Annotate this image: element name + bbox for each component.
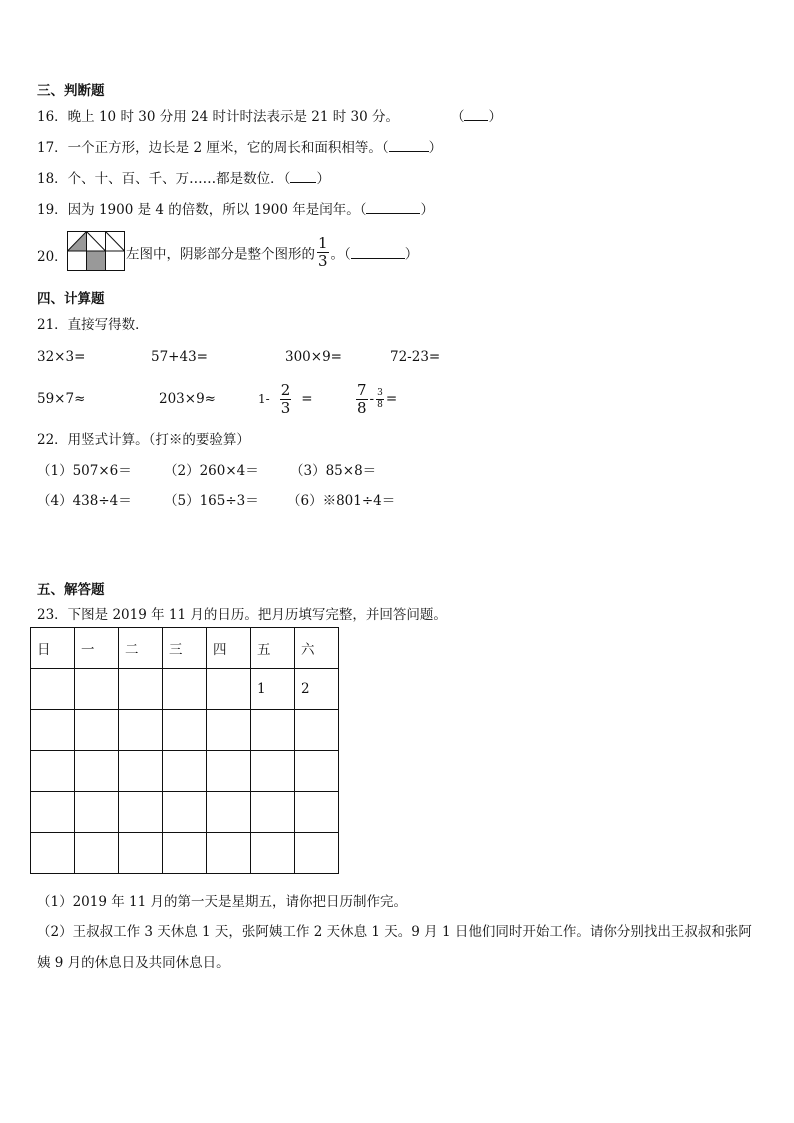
calendar-day-cell[interactable] bbox=[295, 792, 339, 833]
calc-item-fraction-1: 1- $\frac{2}{3}$ = bbox=[258, 380, 313, 417]
calc-item: 203×9≈ bbox=[159, 391, 216, 407]
calendar-day-cell[interactable] bbox=[31, 792, 75, 833]
calendar-day-cell[interactable] bbox=[119, 751, 163, 792]
shaded-figure bbox=[67, 231, 125, 271]
answer-blank-17[interactable] bbox=[389, 139, 429, 152]
calendar-header-cell: 六 bbox=[295, 628, 339, 669]
question-23-title: 23．下图是 2019 年 11 月的日历。把月历填写完整，并回答问题。 bbox=[37, 607, 447, 623]
calendar-day-cell[interactable] bbox=[31, 710, 75, 751]
question-22-title: 22．用竖式计算。（打※的要验算） bbox=[37, 432, 250, 448]
fraction-three-eighths: $\frac{3}{8}$ bbox=[377, 387, 383, 410]
calendar-header-row bbox=[31, 628, 339, 669]
calc-item: 59×7≈ bbox=[37, 391, 86, 407]
calendar-week-row bbox=[31, 751, 339, 792]
question-16: 16．晚上 10 时 30 分用 24 时计时法表示是 21 时 30 分。 （ ） bbox=[37, 109, 502, 125]
question-16-text: 16．晚上 10 时 30 分用 24 时计时法表示是 21 时 30 分。 bbox=[37, 109, 399, 125]
fraction-seven-eighths: $\frac{7}{8}$ bbox=[357, 380, 367, 417]
calendar-day-cell: 1 bbox=[251, 669, 295, 710]
vertical-calc-item: （2）260×4＝ bbox=[164, 463, 259, 479]
section-3-heading: 三、判断题 bbox=[37, 83, 105, 99]
question-18-text: 18．个、十、百、千、万……都是数位．（ bbox=[37, 171, 291, 187]
calc-item: 32×3= bbox=[37, 349, 86, 365]
calendar-day-cell: 2 bbox=[295, 669, 339, 710]
calendar-day-cell[interactable] bbox=[207, 710, 251, 751]
fraction-one-third: $\frac{1}{3}$ bbox=[318, 234, 328, 270]
calendar-header-cell: 五 bbox=[251, 628, 295, 669]
calendar-header-cell: 四 bbox=[207, 628, 251, 669]
calendar-header-cell: 三 bbox=[163, 628, 207, 669]
calendar-header-cell: 日 bbox=[31, 628, 75, 669]
question-19: 19．因为 1900 是 4 的倍数，所以 1900 年是闰年。（ ） bbox=[37, 202, 434, 218]
calendar-day-cell[interactable] bbox=[163, 833, 207, 874]
calendar-day-cell[interactable] bbox=[119, 669, 163, 710]
question-20: 左图中，阴影部分是整个图形的 $\frac{1}{3}$ 。（ ） bbox=[126, 234, 419, 270]
calendar-day-cell[interactable] bbox=[207, 792, 251, 833]
calendar-day-cell[interactable] bbox=[75, 751, 119, 792]
question-23-sub-2-line-1: （2）王叔叔工作 3 天休息 1 天，张阿姨工作 2 天休息 1 天。9 月 1 日他们同时开始工作。请你分别找出王叔叔和张阿 bbox=[37, 924, 752, 940]
calendar-day-cell[interactable] bbox=[251, 792, 295, 833]
section-5-heading: 五、解答题 bbox=[37, 582, 105, 598]
answer-blank-20[interactable] bbox=[351, 246, 405, 259]
question-20-number: 20． bbox=[37, 249, 68, 265]
answer-blank-18[interactable] bbox=[290, 170, 316, 183]
calendar-week-row bbox=[31, 792, 339, 833]
calendar-day-cell[interactable] bbox=[163, 710, 207, 751]
question-17: 17．一个正方形，边长是 2 厘米，它的周长和面积相等。（ ） bbox=[37, 140, 443, 156]
question-21-title: 21．直接写得数． bbox=[37, 317, 149, 333]
calendar-day-cell[interactable] bbox=[31, 669, 75, 710]
calendar-header-cell: 一 bbox=[75, 628, 119, 669]
fraction-two-thirds: $\frac{2}{3}$ bbox=[280, 380, 291, 417]
calc-item-fraction-2: $\frac{7}{8}$ - $\frac{3}{8}$ = bbox=[357, 380, 398, 417]
calendar-week-row bbox=[31, 669, 339, 710]
calendar-day-cell[interactable] bbox=[207, 751, 251, 792]
calendar-week-row bbox=[31, 833, 339, 874]
calendar-day-cell[interactable] bbox=[207, 833, 251, 874]
calendar-day-cell[interactable] bbox=[119, 710, 163, 751]
vertical-calc-item: （1）507×6＝ bbox=[37, 463, 132, 479]
calc-item: 72-23= bbox=[390, 349, 441, 365]
vertical-calc-item: （5）165÷3＝ bbox=[164, 493, 259, 509]
vertical-calc-item: （3）85×8＝ bbox=[290, 463, 377, 479]
calc-item: 57+43= bbox=[151, 349, 208, 365]
vertical-calc-item: （6）※801÷4＝ bbox=[287, 493, 396, 509]
calendar-table bbox=[30, 627, 339, 874]
calendar-day-cell[interactable] bbox=[119, 833, 163, 874]
calendar-day-cell[interactable] bbox=[251, 710, 295, 751]
question-19-text: 19．因为 1900 是 4 的倍数，所以 1900 年是闰年。（ bbox=[37, 202, 367, 218]
calendar-day-cell[interactable] bbox=[207, 669, 251, 710]
calendar-day-cell[interactable] bbox=[31, 751, 75, 792]
calendar-day-cell[interactable] bbox=[295, 833, 339, 874]
calendar-day-cell[interactable] bbox=[163, 751, 207, 792]
section-4-heading: 四、计算题 bbox=[37, 291, 105, 307]
calendar-day-cell[interactable] bbox=[75, 833, 119, 874]
vertical-calc-item: （4）438÷4＝ bbox=[37, 493, 132, 509]
calc-item: 300×9= bbox=[285, 349, 342, 365]
calendar-day-cell[interactable] bbox=[75, 710, 119, 751]
calendar-day-cell[interactable] bbox=[251, 751, 295, 792]
calendar-day-cell[interactable] bbox=[251, 833, 295, 874]
calendar-day-cell[interactable] bbox=[75, 669, 119, 710]
calendar-day-cell[interactable] bbox=[295, 710, 339, 751]
calendar-day-cell[interactable] bbox=[31, 833, 75, 874]
answer-blank-16[interactable] bbox=[464, 108, 488, 121]
calendar-week-row bbox=[31, 710, 339, 751]
answer-blank-19[interactable] bbox=[366, 201, 420, 214]
calendar-day-cell[interactable] bbox=[295, 751, 339, 792]
calendar-day-cell[interactable] bbox=[163, 792, 207, 833]
question-20-text: 左图中，阴影部分是整个图形的 bbox=[126, 246, 315, 263]
calendar-day-cell[interactable] bbox=[119, 792, 163, 833]
calendar-header-cell: 二 bbox=[119, 628, 163, 669]
calendar-day-cell[interactable] bbox=[75, 792, 119, 833]
question-23-sub-1: （1）2019 年 11 月的第一天是星期五，请你把日历制作完。 bbox=[37, 894, 407, 910]
calendar-day-cell[interactable] bbox=[163, 669, 207, 710]
question-23-sub-2-line-2: 姨 9 月的休息日及共同休息日。 bbox=[37, 955, 230, 971]
question-17-text: 17．一个正方形，边长是 2 厘米，它的周长和面积相等。（ bbox=[37, 140, 389, 156]
question-18: 18．个、十、百、千、万……都是数位．（ ） bbox=[37, 171, 330, 187]
